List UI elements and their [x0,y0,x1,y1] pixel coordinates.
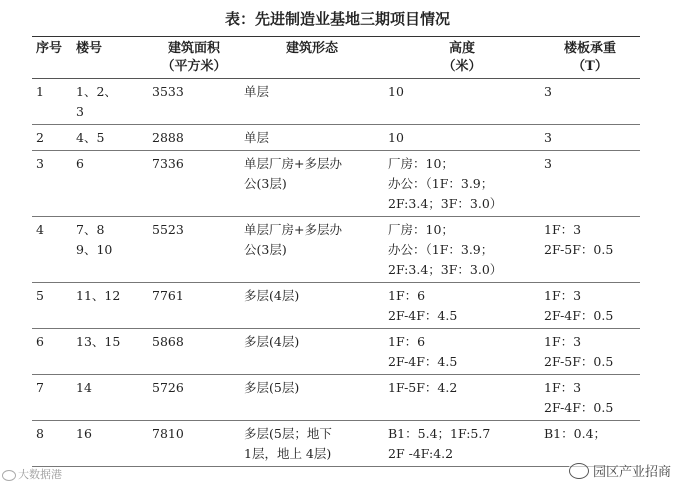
cell-height: 10 [384,125,540,151]
cell-load: 1F：3 2F-4F：0.5 [540,283,640,329]
header-serial: 序号 [32,37,72,79]
project-table [32,36,640,467]
table-row [32,217,640,283]
table-row [32,151,640,217]
cell-building-no: 6 [72,151,148,217]
cell-serial: 1 [32,79,72,125]
cell-form: 多层(5层；地下 1层，地上 4层) [240,421,384,467]
cell-area: 7810 [148,421,240,467]
cell-height: 厂房：10； 办公：（1F：3.9； 2F:3.4；3F：3.0） [384,151,540,217]
header-form: 建筑形态 [240,37,384,79]
cell-load: 3 [540,125,640,151]
cell-building-no: 14 [72,375,148,421]
cell-serial: 3 [32,151,72,217]
cell-height: 1F：6 2F-4F：4.5 [384,329,540,375]
cell-form: 多层(4层) [240,283,384,329]
header-height: 高度 （米） [384,37,540,79]
watermark-right-text: 园区产业招商 [592,465,671,480]
header-building-no: 楼号 [72,37,148,79]
cell-height: 1F-5F：4.2 [384,375,540,421]
cell-serial: 5 [32,283,72,329]
cell-building-no: 13、15 [72,329,148,375]
cell-height: 10 [384,79,540,125]
cell-form: 单层厂房+多层办 公(3层) [240,151,384,217]
cell-serial: 8 [32,421,72,467]
wechat-icon [569,463,589,479]
cell-height: 1F：6 2F-4F：4.5 [384,283,540,329]
weibo-icon [2,470,16,481]
cell-building-no: 1、2、 3 [72,79,148,125]
cell-form: 单层 [240,79,384,125]
cell-area: 5523 [148,217,240,283]
cell-serial: 2 [32,125,72,151]
cell-form: 多层(5层) [240,375,384,421]
table-row [32,421,640,467]
cell-area: 5726 [148,375,240,421]
cell-load: B1：0.4； [540,421,640,467]
table-row [32,283,640,329]
cell-area: 2888 [148,125,240,151]
table-header-row [32,37,640,79]
cell-area: 5868 [148,329,240,375]
cell-load: 1F：3 2F-5F：0.5 [540,329,640,375]
table-title: 表：先进制造业基地三期项目情况 [224,10,450,28]
cell-height: 厂房：10； 办公：（1F：3.9； 2F:3.4；3F：3.0） [384,217,540,283]
header-area: 建筑面积 （平方米） [148,37,240,79]
cell-load: 1F：3 2F-5F：0.5 [540,217,640,283]
table-row [32,125,640,151]
cell-load: 1F：3 2F-4F：0.5 [540,375,640,421]
table-row [32,79,640,125]
watermark-right [569,461,671,480]
cell-serial: 6 [32,329,72,375]
cell-load: 3 [540,79,640,125]
cell-area: 3533 [148,79,240,125]
cell-building-no: 11、12 [72,283,148,329]
cell-load: 3 [540,151,640,217]
cell-building-no: 7、8 9、10 [72,217,148,283]
cell-height: B1：5.4；1F:5.7 2F -4F:4.2 [384,421,540,467]
cell-area: 7336 [148,151,240,217]
table-row [32,375,640,421]
cell-form: 单层厂房+多层办 公(3层) [240,217,384,283]
watermark-left [2,466,62,482]
watermark-left-text: 大数据港 [18,468,62,481]
cell-form: 多层(4层) [240,329,384,375]
cell-serial: 7 [32,375,72,421]
cell-building-no: 16 [72,421,148,467]
header-load: 楼板承重 （T） [540,37,640,79]
cell-serial: 4 [32,217,72,283]
cell-form: 单层 [240,125,384,151]
table-row [32,329,640,375]
cell-area: 7761 [148,283,240,329]
cell-building-no: 4、5 [72,125,148,151]
